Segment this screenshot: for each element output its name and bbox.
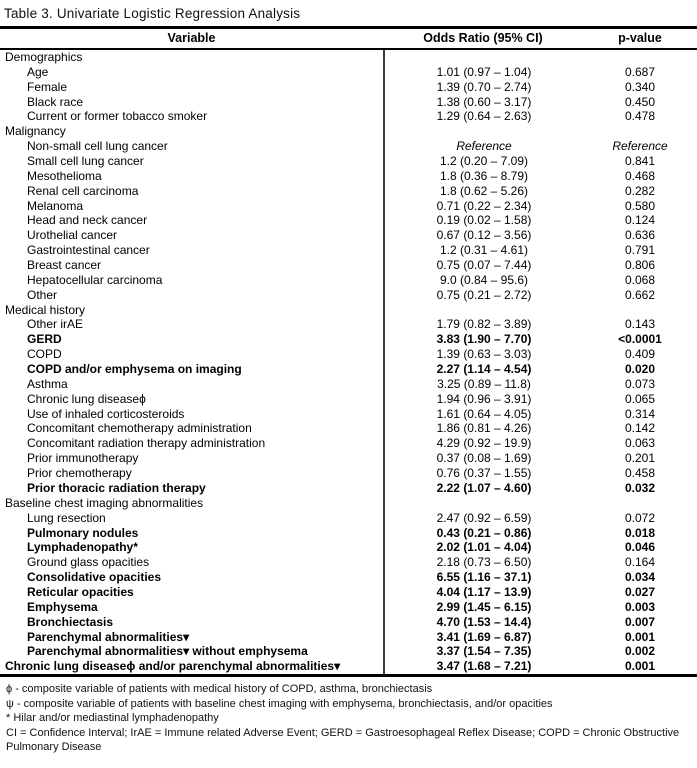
table-row [0, 615, 697, 630]
p-value-cell: 0.007 [624, 614, 656, 629]
table-row [0, 109, 697, 124]
variable-cell: Ground glass opacities [27, 555, 150, 570]
column-header-p-value: p-value [618, 31, 662, 45]
p-value-cell: Reference [612, 139, 668, 154]
p-value-cell: 0.662 [624, 287, 656, 302]
odds-ratio-cell: 0.67 (0.12 – 3.56) [383, 228, 583, 243]
table-row [0, 570, 697, 585]
p-value-cell: 0.142 [624, 421, 656, 436]
odds-ratio-cell: 1.61 (0.64 – 4.05) [383, 407, 583, 422]
variable-cell: Renal cell carcinoma [27, 183, 139, 198]
odds-ratio-cell: 2.47 (0.92 – 6.59) [383, 511, 583, 526]
table-row [0, 585, 697, 600]
odds-ratio-cell: 4.70 (1.53 – 14.4) [383, 615, 583, 630]
table-row [0, 332, 697, 347]
table-row [0, 347, 697, 362]
odds-ratio-cell: Reference [383, 139, 583, 154]
table-row [0, 466, 697, 481]
p-value-cell [583, 496, 697, 511]
variable-cell: Prior thoracic radiation therapy [27, 480, 206, 495]
variable-cell: Baseline chest imaging abnormalities [5, 495, 204, 510]
odds-ratio-cell: 1.8 (0.36 – 8.79) [383, 169, 583, 184]
odds-ratio-cell: 1.39 (0.70 – 2.74) [383, 80, 583, 95]
variable-cell: Other [27, 287, 58, 302]
footnote-line: * Hilar and/or mediastinal lymphadenopathy [6, 712, 219, 725]
section-row [0, 496, 697, 511]
p-value-cell: 0.034 [624, 570, 656, 585]
table-row [0, 659, 697, 674]
variable-cell: Non-small cell lung cancer [27, 139, 168, 154]
p-value-cell: 0.478 [624, 109, 656, 124]
table-row [0, 511, 697, 526]
p-value-cell: 0.032 [624, 480, 656, 495]
variable-cell: Pulmonary nodules [27, 525, 139, 540]
p-value-cell: 0.580 [624, 198, 656, 213]
p-value-cell: 0.001 [624, 659, 656, 674]
p-value-cell: 0.065 [624, 391, 656, 406]
table-row [0, 139, 697, 154]
p-value-cell: 0.018 [624, 525, 656, 540]
table-row [0, 258, 697, 273]
p-value-cell: 0.340 [624, 79, 656, 94]
table-row [0, 481, 697, 496]
footnotes [0, 677, 697, 755]
table-row [0, 392, 697, 407]
table-row [0, 362, 697, 377]
variable-cell: Medical history [5, 302, 86, 317]
table-row [0, 213, 697, 228]
p-value-cell [583, 303, 697, 318]
p-value-cell: 0.687 [624, 64, 656, 79]
odds-ratio-cell: 4.29 (0.92 – 19.9) [383, 436, 583, 451]
table-row [0, 169, 697, 184]
p-value-cell: 0.143 [624, 317, 656, 332]
variable-cell: Gastrointestinal cancer [27, 243, 150, 258]
p-value-cell: 0.073 [624, 376, 656, 391]
table-row [0, 199, 697, 214]
p-value-cell: 0.314 [624, 406, 656, 421]
variable-cell: Consolidative opacities [27, 570, 162, 585]
table-row [0, 451, 697, 466]
variable-cell: Head and neck cancer [27, 213, 148, 228]
table-row [0, 288, 697, 303]
variable-cell: Parenchymal abnormalities▾ [27, 629, 190, 644]
variable-cell: Use of inhaled corticosteroids [27, 406, 185, 421]
table-row [0, 80, 697, 95]
variable-cell: Concomitant chemotherapy administration [27, 421, 252, 436]
variable-cell: Hepatocellular carcinoma [27, 272, 163, 287]
p-value-cell: 0.806 [624, 258, 656, 273]
odds-ratio-cell: 1.86 (0.81 – 4.26) [383, 421, 583, 436]
table-row [0, 407, 697, 422]
odds-ratio-cell: 3.83 (1.90 – 7.70) [383, 332, 583, 347]
table-row [0, 555, 697, 570]
odds-ratio-cell: 1.2 (0.20 – 7.09) [383, 154, 583, 169]
odds-ratio-cell [383, 303, 583, 318]
odds-ratio-cell: 0.37 (0.08 – 1.69) [383, 451, 583, 466]
variable-cell: Emphysema [27, 599, 98, 614]
variable-cell: Small cell lung cancer [27, 154, 144, 169]
odds-ratio-cell: 2.22 (1.07 – 4.60) [383, 481, 583, 496]
odds-ratio-cell: 3.25 (0.89 – 11.8) [383, 377, 583, 392]
odds-ratio-cell [383, 496, 583, 511]
variable-cell: Lung resection [27, 510, 106, 525]
odds-ratio-cell: 1.39 (0.63 – 3.03) [383, 347, 583, 362]
odds-ratio-cell: 0.75 (0.21 – 2.72) [383, 288, 583, 303]
p-value-cell: 0.001 [624, 629, 656, 644]
p-value-cell: 0.468 [624, 168, 656, 183]
variable-cell: Demographics [5, 50, 83, 64]
variable-cell: Chronic lung diseaseϕ and/or parenchymal abnormalities▾ [5, 659, 341, 674]
variable-cell: Prior immunotherapy [27, 451, 139, 466]
odds-ratio-cell: 1.94 (0.96 – 3.91) [383, 392, 583, 407]
table-row [0, 600, 697, 615]
odds-ratio-cell: 1.79 (0.82 – 3.89) [383, 317, 583, 332]
variable-cell: Malignancy [5, 124, 66, 139]
table-row [0, 644, 697, 659]
p-value-cell: 0.409 [624, 347, 656, 362]
variable-cell: Asthma [27, 376, 68, 391]
section-row [0, 124, 697, 139]
p-value-cell: 0.201 [624, 451, 656, 466]
variable-cell: Age [27, 64, 49, 79]
odds-ratio-cell [383, 124, 583, 139]
variable-cell: GERD [27, 332, 62, 347]
variable-cell: Bronchiectasis [27, 614, 114, 629]
p-value-cell: 0.072 [624, 510, 656, 525]
variable-cell: Prior chemotherapy [27, 466, 132, 481]
table-row [0, 65, 697, 80]
footnote-line: ϕ - composite variable of patients with medical history of COPD, asthma, bronchiectasis [6, 683, 433, 696]
table-row [0, 436, 697, 451]
table-row [0, 273, 697, 288]
variable-cell: Urothelial cancer [27, 228, 118, 243]
variable-cell: Chronic lung diseaseϕ [27, 391, 146, 406]
odds-ratio-cell: 1.01 (0.97 – 1.04) [383, 65, 583, 80]
p-value-cell: 0.002 [624, 644, 656, 659]
odds-ratio-cell: 2.18 (0.73 – 6.50) [383, 555, 583, 570]
p-value-cell: 0.636 [624, 228, 656, 243]
p-value-cell: 0.063 [624, 436, 656, 451]
variable-cell: COPD and/or emphysema on imaging [27, 362, 242, 377]
variable-cell: Mesothelioma [27, 168, 102, 183]
table-row [0, 184, 697, 199]
table-row [0, 526, 697, 541]
odds-ratio-cell: 0.43 (0.21 – 0.86) [383, 526, 583, 541]
footnote-line: ψ - composite variable of patients with baseline chest imaging with emphysema, bronchiectasis, and/or opacities [6, 697, 553, 710]
table-row [0, 377, 697, 392]
odds-ratio-cell: 2.27 (1.14 – 4.54) [383, 362, 583, 377]
p-value-cell [583, 124, 697, 139]
table-row [0, 630, 697, 645]
odds-ratio-cell: 4.04 (1.17 – 13.9) [383, 585, 583, 600]
table-row [0, 540, 697, 555]
p-value-cell: 0.450 [624, 94, 656, 109]
odds-ratio-cell: 2.02 (1.01 – 4.04) [383, 540, 583, 555]
variable-cell: COPD [27, 347, 62, 362]
section-row [0, 50, 697, 65]
p-value-cell: 0.003 [624, 599, 656, 614]
odds-ratio-cell: 0.76 (0.37 – 1.55) [383, 466, 583, 481]
table-header-row [0, 29, 697, 48]
odds-ratio-cell: 3.41 (1.69 – 6.87) [383, 630, 583, 645]
p-value-cell: <0.0001 [618, 332, 662, 347]
table-row [0, 154, 697, 169]
p-value-cell [583, 50, 697, 65]
table-row [0, 228, 697, 243]
p-value-cell: 0.027 [624, 584, 656, 599]
column-header-variable: Variable [167, 31, 216, 45]
odds-ratio-cell: 2.99 (1.45 – 6.15) [383, 600, 583, 615]
odds-ratio-cell: 0.71 (0.22 – 2.34) [383, 199, 583, 214]
odds-ratio-cell: 1.8 (0.62 – 5.26) [383, 184, 583, 199]
variable-cell: Parenchymal abnormalities▾ without emphysema [27, 644, 308, 659]
odds-ratio-cell: 3.37 (1.54 – 7.35) [383, 644, 583, 659]
odds-ratio-cell: 1.38 (0.60 – 3.17) [383, 95, 583, 110]
odds-ratio-cell: 9.0 (0.84 – 95.6) [383, 273, 583, 288]
table-row [0, 317, 697, 332]
variable-cell: Female [27, 79, 68, 94]
table-row [0, 95, 697, 110]
odds-ratio-cell: 0.19 (0.02 – 1.58) [383, 213, 583, 228]
variable-cell: Concomitant radiation therapy administration [27, 436, 266, 451]
p-value-cell: 0.020 [624, 362, 656, 377]
table-row [0, 421, 697, 436]
footnote-line: CI = Confidence Interval; IrAE = Immune related Adverse Event; GERD = Gastroesophageal Reflex Disease; COPD = Chronic Obstructive Pulmonary Disease [6, 726, 680, 754]
variable-cell: Other irAE [27, 317, 84, 332]
odds-ratio-cell: 1.29 (0.64 – 2.63) [383, 109, 583, 124]
table-row [0, 243, 697, 258]
odds-ratio-cell: 6.55 (1.16 – 37.1) [383, 570, 583, 585]
variable-cell: Current or former tobacco smoker [27, 109, 208, 124]
variable-cell: Lymphadenopathy* [27, 540, 138, 555]
variable-cell: Reticular opacities [27, 584, 134, 599]
p-value-cell: 0.791 [624, 243, 656, 258]
table-title: Table 3. Univariate Logistic Regression Analysis [4, 6, 301, 21]
odds-ratio-cell: 0.75 (0.07 – 7.44) [383, 258, 583, 273]
odds-ratio-cell: 1.2 (0.31 – 4.61) [383, 243, 583, 258]
p-value-cell: 0.282 [624, 183, 656, 198]
p-value-cell: 0.124 [624, 213, 656, 228]
p-value-cell: 0.068 [624, 272, 656, 287]
p-value-cell: 0.164 [624, 555, 656, 570]
p-value-cell: 0.458 [624, 466, 656, 481]
odds-ratio-cell: 3.47 (1.68 – 7.21) [383, 659, 583, 674]
variable-cell: Breast cancer [27, 258, 102, 273]
p-value-cell: 0.841 [624, 154, 656, 169]
section-row [0, 303, 697, 318]
variable-cell: Melanoma [27, 198, 84, 213]
table-body [0, 50, 697, 674]
variable-cell: Black race [27, 94, 84, 109]
p-value-cell: 0.046 [624, 540, 656, 555]
column-header-odds-ratio: Odds Ratio (95% CI) [423, 31, 543, 45]
odds-ratio-cell [383, 50, 583, 65]
